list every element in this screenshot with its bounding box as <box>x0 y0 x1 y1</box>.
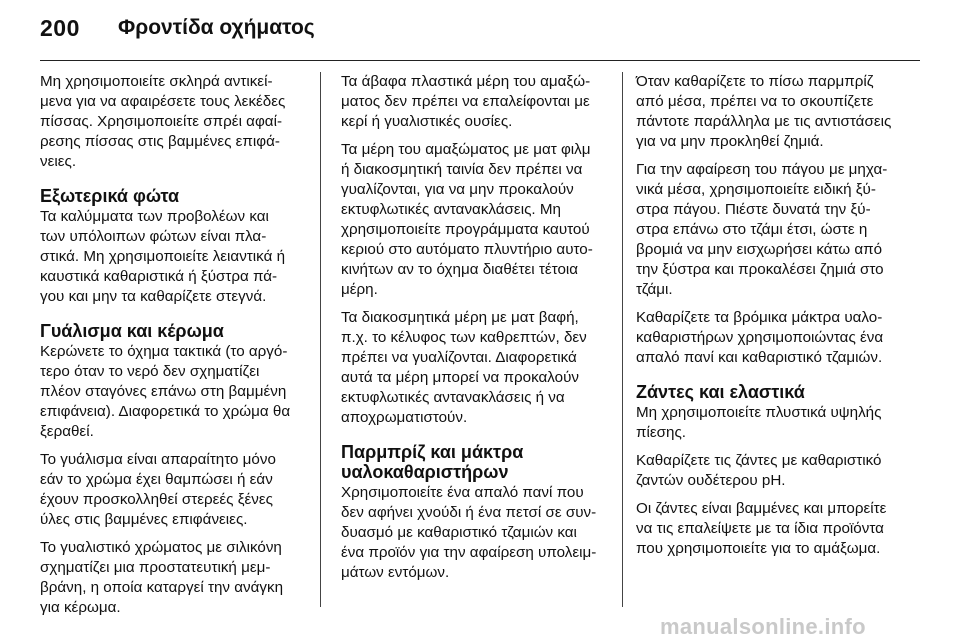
text-line: πλέον σταγόνες επάνω στη βαμμένη <box>40 383 287 400</box>
paragraph <box>341 483 611 583</box>
text-line: ένα προϊόν για την αφαίρεση υπολειμ- <box>341 544 597 561</box>
text-line: Καθαρίζετε τα βρόμικα μάκτρα υαλο- <box>636 309 883 326</box>
text-line: Χρησιμοποιείτε ένα απαλό πανί που <box>341 484 584 501</box>
page-title: Φροντίδα οχήματος <box>118 16 315 39</box>
heading-text: Παρμπρίζ και μάκτρα <box>341 442 524 462</box>
paragraph <box>636 403 926 443</box>
text-line: μενα για να αφαιρέσετε τους λεκέδες <box>40 93 286 110</box>
text-line: δυασμό με καθαριστικό τζαμιών και <box>341 524 577 541</box>
text-line: πίεσης. <box>636 424 686 441</box>
text-line: Το γυάλισμα είναι απαραίτητο μόνο <box>40 451 276 468</box>
text-line: ματος δεν πρέπει να επαλείφονται με <box>341 93 590 110</box>
text-line: τερο όταν το νερό δεν σχηματίζει <box>40 363 260 380</box>
text-line: γου και μην τα καθαρίζετε στεγνά. <box>40 288 267 305</box>
text-line: επιφάνεια). Διαφορετικά το χρώμα θα <box>40 403 291 420</box>
column-2 <box>341 72 611 591</box>
text-line: Τα άβαφα πλαστικά μέρη του αμαξώ- <box>341 73 591 90</box>
text-line: που χρησιμοποιείτε για το αμάξωμα. <box>636 540 881 557</box>
paragraph <box>636 72 926 152</box>
paragraph <box>636 451 926 491</box>
text-line: στρα πάγου. Πιέστε δυνατά την ξύ- <box>636 201 871 218</box>
text-line: ξεραθεί. <box>40 423 94 440</box>
text-line: νικά μέσα, χρησιμοποιείτε ειδική ξύ- <box>636 181 876 198</box>
section-heading-polishing-waxing <box>40 321 310 341</box>
text-line: κερί ή γυαλιστικές ουσίες. <box>341 113 513 130</box>
text-line: εκτυφλωτικές αντανακλάσεις ή να <box>341 389 565 406</box>
paragraph <box>341 140 611 300</box>
text-line: έχουν προσκολληθεί στερεές ξένες <box>40 491 273 508</box>
column-1 <box>40 72 310 626</box>
text-line: Τα διακοσμητικά μέρη με ματ βαφή, <box>341 309 579 326</box>
column-divider <box>320 72 321 607</box>
text-line: Τα μέρη του αμαξώματος με ματ φιλμ <box>341 141 591 158</box>
paragraph <box>40 207 310 307</box>
paragraph <box>40 538 310 618</box>
text-line: τζάμι. <box>636 281 673 298</box>
text-line: ή διακοσμητική ταινία δεν πρέπει να <box>341 161 583 178</box>
heading-text: Γυάλισμα και κέρωμα <box>40 321 224 341</box>
text-line: βρομιά να μην εισχωρήσει κάτω από <box>636 241 883 258</box>
text-line: καθαριστήρων χρησιμοποιώντας ένα <box>636 329 884 346</box>
paragraph <box>636 160 926 300</box>
text-line: εκτυφλωτικές αντανακλάσεις. Μη <box>341 201 561 218</box>
text-line: πρέπει να γυαλίζονται. Διαφορετικά <box>341 349 577 366</box>
text-line: στικά. Μη χρησιμοποιείτε λειαντικά ή <box>40 248 286 265</box>
text-line: Τα καλύμματα των προβολέων και <box>40 208 269 225</box>
text-line: νειες. <box>40 153 77 170</box>
text-line: αυτά τα μέρη μπορεί να προκαλούν <box>341 369 580 386</box>
text-line: πίσσας. Χρησιμοποιείτε σπρέι αφαί- <box>40 113 282 130</box>
text-line: πάντοτε παράλληλα με τις αντιστάσεις <box>636 113 892 130</box>
text-line: χρησιμοποιείτε προγράμματα καυτού <box>341 221 590 238</box>
watermark: manualsonline.info <box>660 614 866 639</box>
section-heading-exterior-lights <box>40 186 310 206</box>
text-line: αποχρωματιστούν. <box>341 409 468 426</box>
text-line: Καθαρίζετε τις ζάντες με καθαριστικό <box>636 452 882 469</box>
paragraph <box>40 450 310 530</box>
text-line: απαλό πανί και καθαριστικό τζαμιών. <box>636 349 883 366</box>
paragraph <box>636 308 926 368</box>
text-line: π.χ. το κέλυφος των καθρεπτών, δεν <box>341 329 587 346</box>
section-heading-windscreen-wipers <box>341 442 611 482</box>
column-divider <box>622 72 623 607</box>
text-line: μάτων εντόμων. <box>341 564 450 581</box>
paragraph <box>40 72 310 172</box>
paragraph <box>341 308 611 428</box>
text-line: βράνη, η οποία καταργεί την ανάγκη <box>40 579 284 596</box>
text-line: δεν αφήνει χνούδι ή ένα πετσί σε συν- <box>341 504 597 521</box>
text-line: Κερώνετε το όχημα τακτικά (το αργό- <box>40 343 288 360</box>
text-line: ζαντών ουδέτερου pH. <box>636 472 786 489</box>
text-line: σχηματίζει μια προστατευτική μεμ- <box>40 559 271 576</box>
text-line: Μη χρησιμοποιείτε πλυστικά υψηλής <box>636 404 882 421</box>
text-line: Οι ζάντες είναι βαμμένες και μπορείτε <box>636 500 887 517</box>
page-number: 200 <box>40 15 80 41</box>
section-heading-wheels-tyres <box>636 382 926 402</box>
text-line: κεριού στο αυτόματο πλυντήριο αυτο- <box>341 241 593 258</box>
text-line: ύλες στις βαμμένες επιφάνειες. <box>40 511 248 528</box>
heading-text: Εξωτερικά φώτα <box>40 186 180 206</box>
text-line: κινήτων αν το όχημα διαθέτει τέτοια <box>341 261 579 278</box>
text-line: γυαλίζονται, για να μην προκαλούν <box>341 181 574 198</box>
text-line: εάν το χρώμα έχει θαμπώσει ή εάν <box>40 471 273 488</box>
text-line: καυστικά καθαριστικά ή ξύστρα πά- <box>40 268 278 285</box>
text-line: Το γυαλιστικό χρώματος με σιλικόνη <box>40 539 282 556</box>
text-line: μέρη. <box>341 281 378 298</box>
paragraph <box>636 499 926 559</box>
heading-text: Ζάντες και ελαστικά <box>636 382 805 402</box>
text-line: για κέρωμα. <box>40 599 121 616</box>
text-line: για να μην προκληθεί ζημιά. <box>636 133 824 150</box>
paragraph <box>40 342 310 442</box>
heading-text: υαλοκαθαριστήρων <box>341 462 509 482</box>
text-line: να τις επαλείψετε με τα ίδια προϊόντα <box>636 520 884 537</box>
column-3 <box>636 72 926 567</box>
text-line: Όταν καθαρίζετε το πίσω παρμπρίζ <box>636 73 874 90</box>
text-line: Για την αφαίρεση του πάγου με μηχα- <box>636 161 888 178</box>
page-header <box>0 0 960 58</box>
text-line: από μέσα, πρέπει να το σκουπίζετε <box>636 93 874 110</box>
text-line: ρεσης πίσσας στις βαμμένες επιφά- <box>40 133 280 150</box>
header-rule <box>40 60 920 61</box>
paragraph <box>341 72 611 132</box>
text-line: στρα επάνω στο τζάμι έτσι, ώστε η <box>636 221 868 238</box>
text-line: των υπόλοιπων φώτων είναι πλα- <box>40 228 267 245</box>
text-line: την ξύστρα και προκαλέσει ζημιά στο <box>636 261 884 278</box>
text-line: Μη χρησιμοποιείτε σκληρά αντικεί- <box>40 73 273 90</box>
